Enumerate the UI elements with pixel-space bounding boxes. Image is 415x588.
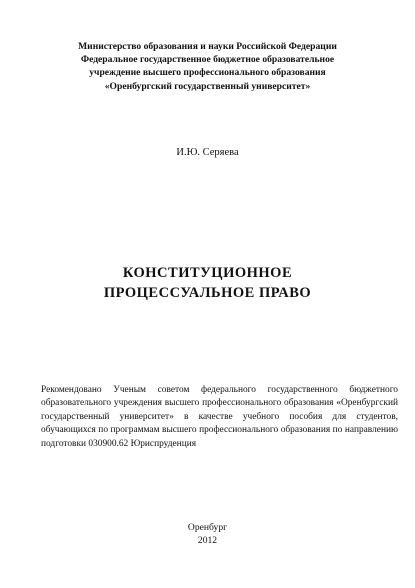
imprint-city: Оренбург (187, 522, 228, 533)
institution-header (0, 40, 415, 93)
recommendation-line: образовательного учреждения высшего профессионального образования «Оренбургский (41, 398, 398, 409)
header-line-university: «Оренбургский государственный университет» (104, 80, 311, 92)
title-line-1: КОНСТИТУЦИОННОЕ (122, 265, 293, 281)
recommendation-line: Рекомендовано Ученым советом федерального государственного бюджетного (41, 385, 398, 395)
imprint (0, 521, 415, 547)
header-line-federal: Федеральное государственное бюджетное образовательное (80, 54, 335, 66)
author-name: И.Ю. Серяева (176, 147, 239, 158)
title-line-2: ПРОЦЕССУАЛЬНОЕ ПРАВО (103, 285, 312, 301)
header-line-ministry: Министерство образования и науки Российской Федерации (78, 41, 337, 52)
recommendation-line: обучающихся по программам высшего профессионального образования по направлению (41, 425, 398, 436)
header-line-institution: учреждение высшего профессионального образования (89, 67, 326, 79)
imprint-year: 2012 (197, 535, 218, 546)
recommendation-line: подготовки 030900.62 Юриспруденция (41, 438, 197, 449)
recommendation-line: государственный университет» в качестве учебного пособия для студентов, (41, 411, 398, 422)
document-title (0, 263, 415, 303)
recommendation-paragraph (41, 384, 398, 451)
